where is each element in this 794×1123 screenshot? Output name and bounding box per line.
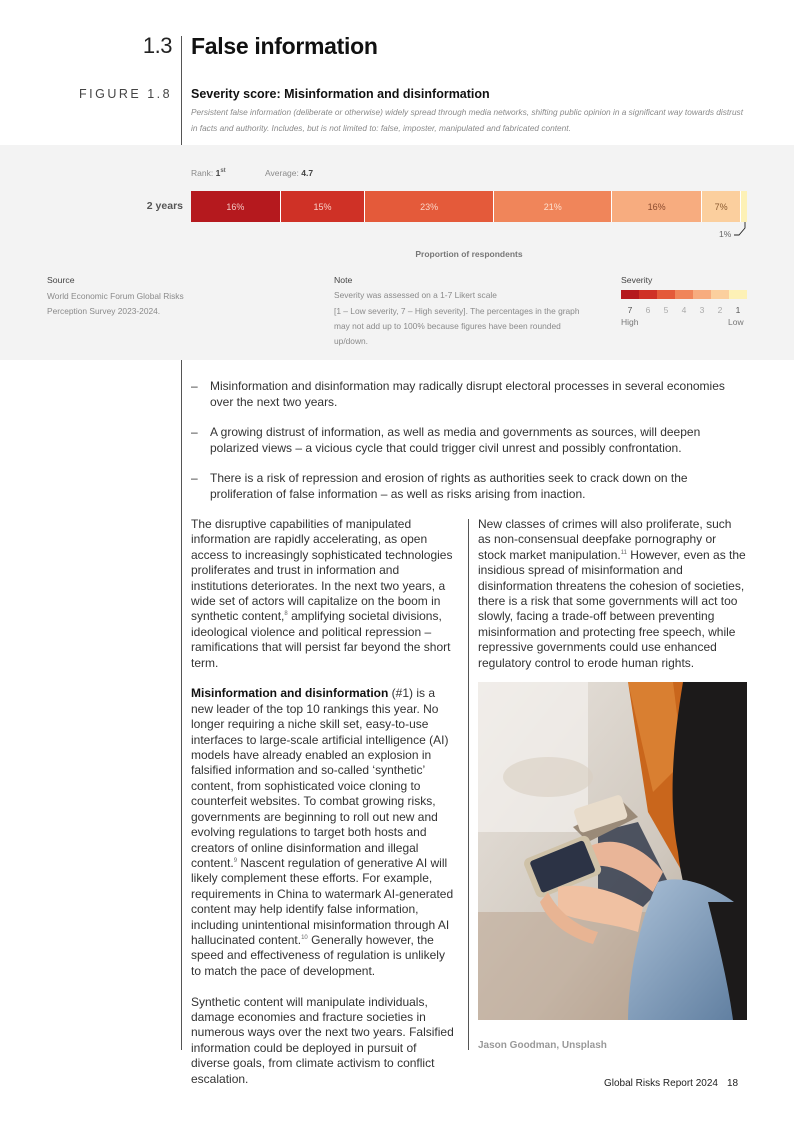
photo-caption: Jason Goodman, Unsplash [478,1040,607,1051]
paragraph: Synthetic content will manipulate individuals, damage economies and fracture societies in numerous ways over the next two years. Falsified information could be deployed in pursuit of diverse goals, from climate activism to conflict escalation. [191,994,454,1086]
page-footer [604,1078,738,1089]
section-title: False information [191,33,378,59]
footnote-ref[interactable]: 9 [233,857,238,864]
legend-number-1: 1 [735,305,741,315]
rank-indicator [191,168,226,178]
footnote-ref[interactable]: 8 [284,611,288,618]
data-label-severity-5: 23% [420,201,439,212]
data-label-severity-3: 16% [647,201,666,212]
bar-segment-severity-3 [612,191,702,222]
section-number: 1.3 [142,33,172,58]
key-points-list [191,379,747,517]
figure-subtitle: Persistent false information (deliberate or otherwise) widely spread through media networks, shifting public opinion in a significant way towards distrust in facts and authority. Includes, but is not limited to: false, imposter, manipulated and fabricated content. [191,107,744,133]
list-item: – Misinformation and disinformation may radically disrupt electoral processes in several economies over the next two years. [191,379,725,409]
list-item: – There is a risk of repression and erosion of rights as authorities seek to crack down on the proliferation of false information – as well as risks arising from inaction. [191,471,688,501]
legend-swatch-1 [729,290,747,299]
phone-users-photo [478,682,747,1020]
page-number: 18 [726,1078,739,1089]
legend-number-7: 7 [627,305,633,315]
bar-segment-severity-2 [702,191,741,222]
average-value: 4.7 [301,168,314,178]
bar-segment-severity-1 [741,191,747,222]
report-title: Global Risks Report 2024 [604,1078,718,1089]
legend-number-3: 3 [699,305,705,315]
note-text-2: [1 – Low severity, 7 – High severity]. The percentages in the graph may not add up to 100% because figures have been rounded up/down. [334,306,580,346]
legend-swatch-7 [621,290,639,299]
bar-segment-severity-4 [494,191,612,222]
paragraph: Misinformation and disinformation (#1) is a new leader of the top 10 rankings this year. No longer requiring a niche skill set, easy-to-use interfaces to large-scale artificial intelligence (AI) models have already enabled an explosion in falsified information and so-called ‘synthetic’ content, from sophisticated voice cloning to counterfeit websites. To combat growing risks, governments are beginning to roll out new and evolving regulations to target both hosts and creators of online disinformation and illegal content.$^9$ Nascent regulation of generative AI will likely complement these efforts. For example, requirements in China to watermark AI-generated content may help identify false information, including unintentional misinformation through AI hallucinated content.$^{10}$ Generally however, the speed and effectiveness of regulation is unlikely to match the pace of development. [191,686,454,978]
legend-number-6: 6 [645,305,651,315]
figure-label: FIGURE 1.8 [79,87,173,101]
data-label-severity-7: 16% [226,201,245,212]
average-label: Average: [265,168,299,178]
legend-number-4: 4 [681,305,687,315]
legend-low-label: Low [728,317,744,327]
header-divider [181,36,182,146]
paragraph: New classes of crimes will also proliferate, such as non-consensual deepfake pornography or stock market manipulation.$^{11}$ However, even as the insidious spread of misinformation and disinformation threatens the cohesion of societies, there is a risk that some governments will act too slowly, facing a trade-off between preventing misinformation and protecting free speech, while repressive governments could use enhanced regulatory control to erode human rights. [478,517,746,670]
legend-high-label: High [621,317,639,327]
legend-heading: Severity [621,275,653,285]
figure-title: Severity score: Misinformation and disinformation [191,87,490,101]
source-heading: Source [47,275,75,285]
data-label-severity-2: 7% [714,201,728,212]
column-divider [468,519,469,1050]
footnote-ref[interactable]: 10 [301,934,308,941]
body-right-column [478,517,747,686]
paragraph: The disruptive capabilities of manipulated information are rapidly accelerating, as open access to increasingly sophisticated technologies proliferates and trust in information and institutions deteriorates. In the next two years, a wide set of actors will capitalize on the boom in synthetic content,$^8$ amplifying societal divisions, ideological violence and political repression – ramifications that will persist far beyond the short term. [191,517,453,670]
note-heading: Note [334,275,353,285]
note-text-1: Severity was assessed on a 1-7 Likert scale [334,290,497,300]
legend-swatch-6 [639,290,657,299]
body-divider [181,360,182,1050]
data-label-severity-1: 1% [719,229,732,239]
bar-segment-severity-6 [281,191,365,222]
severity-legend-numbers [621,305,747,315]
bar-segment-severity-7 [191,191,281,222]
chart-category-label: 2 years [146,200,183,212]
data-label-severity-6: 15% [313,201,332,212]
footnote-ref[interactable]: 11 [620,549,627,556]
rank-label: Rank: [191,168,214,178]
legend-number-5: 5 [663,305,669,315]
data-label-severity-4: 21% [543,201,562,212]
legend-number-2: 2 [717,305,723,315]
legend-swatch-3 [693,290,711,299]
source-text: World Economic Forum Global Risks Perception Survey 2023-2024. [47,291,184,316]
list-item: – A growing distrust of information, as well as media and governments as sources, will deepen polarized views – a vicious cycle that could trigger civil unrest and possibly confrontation. [191,425,701,455]
legend-swatch-2 [711,290,729,299]
rank-value: 1st [215,168,226,178]
legend-swatch-4 [675,290,693,299]
legend-swatch-5 [657,290,675,299]
x-axis-title: Proportion of respondents [415,249,523,259]
stacked-bar [191,191,747,222]
body-left-column [191,517,458,1102]
bar-segment-severity-5 [365,191,494,222]
severity-legend-scale [621,290,747,299]
small-value-leader-line [733,222,747,236]
average-indicator [265,168,313,178]
